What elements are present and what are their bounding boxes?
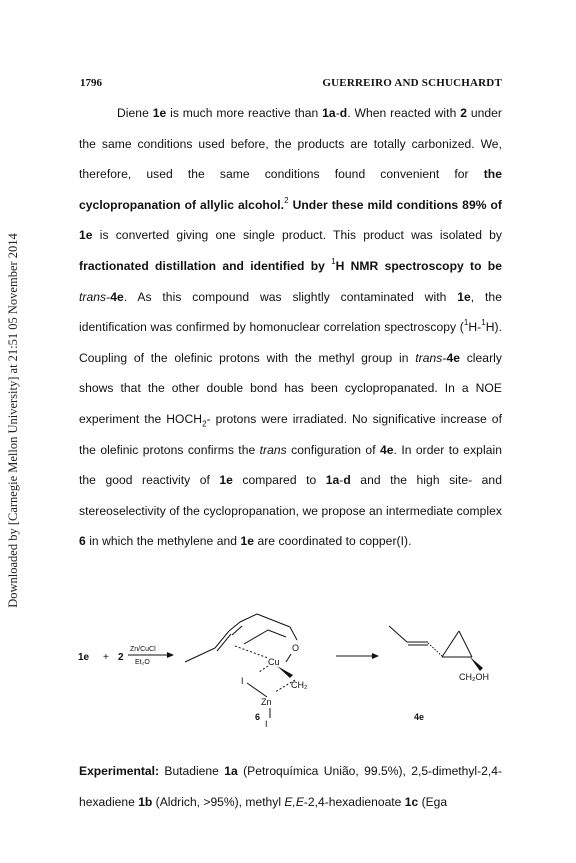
body-paragraph xyxy=(79,98,502,557)
experimental-section xyxy=(79,756,502,817)
oxygen-atom: O xyxy=(292,643,300,653)
download-watermark xyxy=(2,160,24,680)
conditions-top: Zn/CuCl xyxy=(130,646,156,653)
paragraph-text: Diene 1e is much more reactive than 1a-d. When reacted with 2 under the same conditions used before, the products are totally carbonized. We, therefore, used the same conditions found convenient for the cyclopropanation of allylic alcohol.$^2$ Under these mild conditions 89% of 1e is converted giving one single product. This product was isolated by fractionated distillation and identified by $^1$H NMR spectroscopy to be trans-4e. As this compound was slightly contaminated with 1e, the identification was confirmed by homonuclear correlation spectroscopy ($^1$H-$^1$H). Coupling of the olefinic protons with the methyl group in trans-4e clearly shows that the other double bond has been cyclopropanated. In a NOE experiment the $HOCH_2-$ protons were irradiated. No significative increase of the olefinic protons confirms the trans configuration of 4e. In order to explain the good reactivity of 1e compared to 1a-d and the high site- and stereoselectivity of the cyclopropanation, we propose an intermediate complex 6 in which the methylene and 1e are coordinated to copper(I). xyxy=(79,106,503,549)
hydroxymethyl-group: CH₂OH xyxy=(459,672,489,682)
reaction-arrow-1-head xyxy=(167,652,174,658)
zinc-atom: Zn xyxy=(261,697,272,707)
reaction-scheme xyxy=(72,600,512,730)
scheme-drawing xyxy=(72,600,512,730)
iodine-left-atom: I xyxy=(241,676,244,686)
reagent-label: 2 xyxy=(118,652,124,663)
iodine-bottom-atom: I xyxy=(265,719,268,729)
page-number: 1796 xyxy=(80,77,102,89)
methylene-group: CH₂ xyxy=(291,680,308,690)
running-head: GUERREIRO AND SCHUCHARDT xyxy=(322,77,502,89)
reaction-arrow-2-head xyxy=(372,653,379,659)
download-notice: Downloaded by [Carnegie Mellon University] at 21:51 05 November 2014 xyxy=(5,232,20,608)
plus-sign: + xyxy=(103,652,109,663)
reactant-label: 1e xyxy=(78,652,90,663)
experimental-text: Experimental: Butadiene 1a (Petroquímica União, 99.5%), 2,5-dimethyl-2,4-hexadiene 1b (Aldrich, >95%), methyl E,E-2,4-hexadienoate 1c (Ega xyxy=(79,764,502,809)
copper-atom: Cu xyxy=(268,657,280,667)
product-number: 4e xyxy=(414,712,425,722)
conditions-bottom: Et₂O xyxy=(135,659,150,666)
product-structure xyxy=(389,626,483,671)
intermediate-number: 6 xyxy=(255,712,261,722)
